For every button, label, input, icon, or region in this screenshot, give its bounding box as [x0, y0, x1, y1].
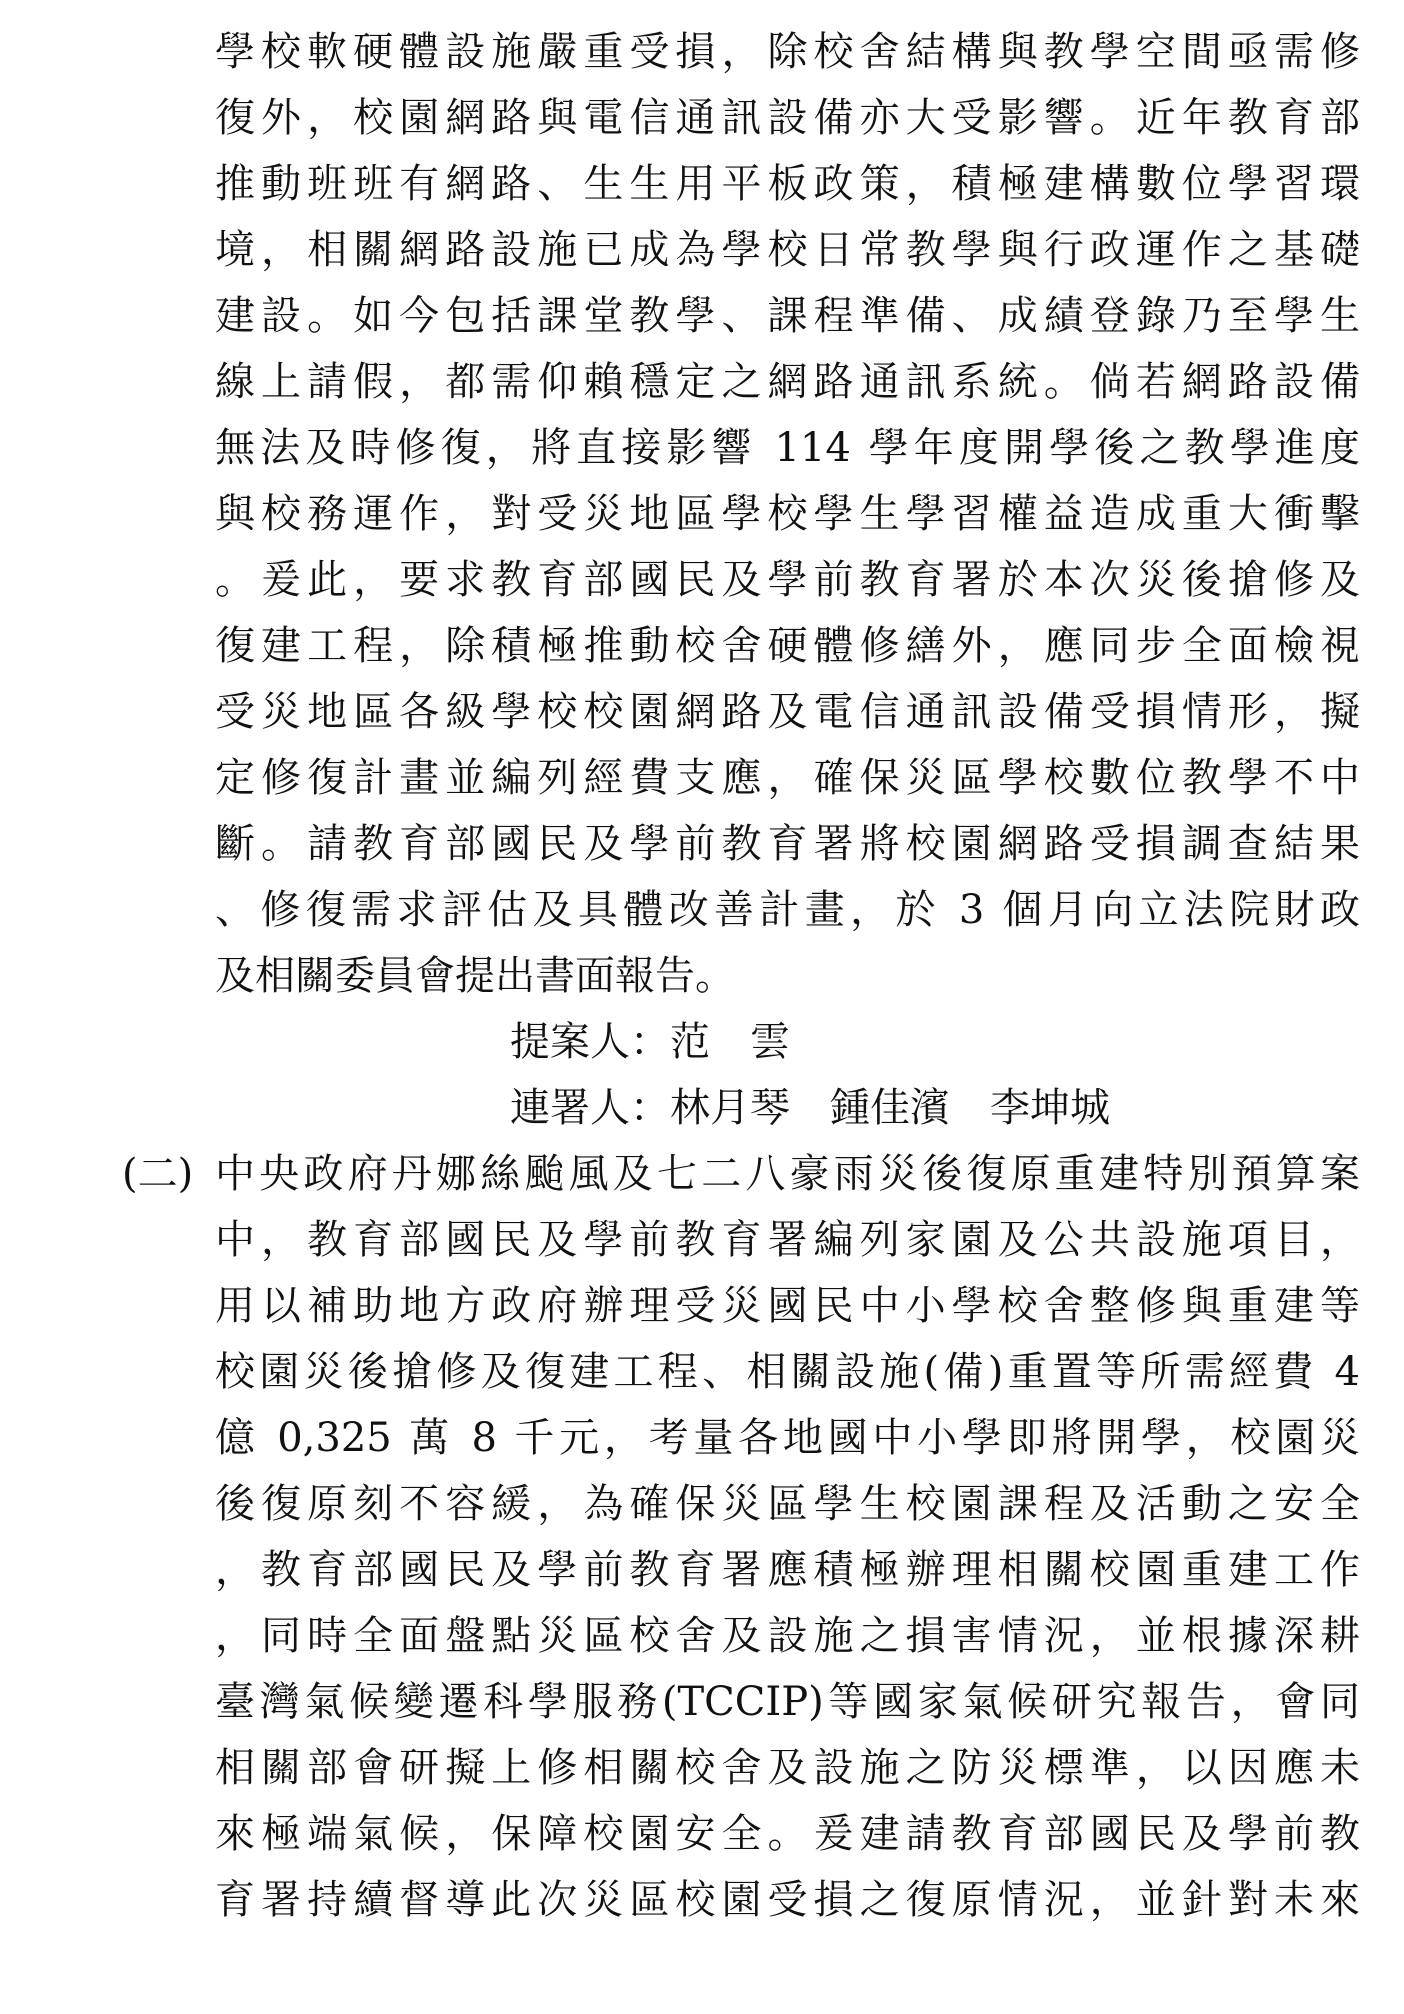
text-line: 億 0,325 萬 8 千元，考量各地國中小學即將開學，校園災	[215, 1415, 1360, 1461]
text-line: 相關部會研擬上修相關校舍及設施之防災標準，以因應未	[215, 1745, 1360, 1791]
text-line: 建設。如今包括課堂教學、課程準備、成績登錄乃至學生	[215, 293, 1360, 339]
text-line: 定修復計畫並編列經費支應，確保災區學校數位教學不中	[215, 755, 1360, 801]
text-line: 復外，校園網路與電信通訊設備亦大受影響。近年教育部	[215, 95, 1360, 141]
text-line: 臺灣氣候變遷科學服務(TCCIP)等國家氣候研究報告，會同	[215, 1679, 1360, 1725]
text-line: 學校軟硬體設施嚴重受損，除校舍結構與教學空間亟需修	[215, 29, 1360, 75]
text-line: 、修復需求評估及具體改善計畫，於 3 個月向立法院財政	[215, 887, 1360, 933]
text-line: 無法及時修復，將直接影響 114 學年度開學後之教學進度	[215, 425, 1360, 471]
text-line: 。爰此，要求教育部國民及學前教育署於本次災後搶修及	[215, 557, 1360, 603]
cosigners-line: 連署人：林月琴 鍾佳濱 李坤城	[510, 1085, 1110, 1131]
text-line: 後復原刻不容緩，為確保災區學生校園課程及活動之安全	[215, 1481, 1360, 1527]
text-line: ，教育部國民及學前教育署應積極辦理相關校園重建工作	[215, 1547, 1360, 1593]
text-line: 中央政府丹娜絲颱風及七二八豪雨災後復原重建特別預算案	[215, 1151, 1360, 1197]
text-line: 來極端氣候，保障校園安全。爰建請教育部國民及學前教	[215, 1811, 1360, 1857]
proposer-line: 提案人：范 雲	[510, 1019, 790, 1065]
text-line: 斷。請教育部國民及學前教育署將校園網路受損調查結果	[215, 821, 1360, 867]
text-line: 受災地區各級學校校園網路及電信通訊設備受損情形，擬	[215, 689, 1360, 735]
text-line: 校園災後搶修及復建工程、相關設施(備)重置等所需經費 4	[215, 1349, 1360, 1395]
text-line: 復建工程，除積極推動校舍硬體修繕外，應同步全面檢視	[215, 623, 1360, 669]
text-line: 線上請假，都需仰賴穩定之網路通訊系統。倘若網路設備	[215, 359, 1360, 405]
text-line: ，同時全面盤點災區校舍及設施之損害情況，並根據深耕	[215, 1613, 1360, 1659]
item-number: (二)	[122, 1151, 194, 1197]
text-line: 與校務運作，對受災地區學校學生學習權益造成重大衝擊	[215, 491, 1360, 537]
text-line: 育署持續督導此次災區校園受損之復原情況，並針對未來	[215, 1877, 1360, 1923]
text-line: 中，教育部國民及學前教育署編列家園及公共設施項目，	[215, 1217, 1360, 1263]
text-line: 用以補助地方政府辦理受災國民中小學校舍整修與重建等	[215, 1283, 1360, 1329]
text-line: 及相關委員會提出書面報告。	[215, 953, 735, 999]
text-line: 境，相關網路設施已成為學校日常教學與行政運作之基礎	[215, 227, 1360, 273]
text-line: 推動班班有網路、生生用平板政策，積極建構數位學習環	[215, 161, 1360, 207]
